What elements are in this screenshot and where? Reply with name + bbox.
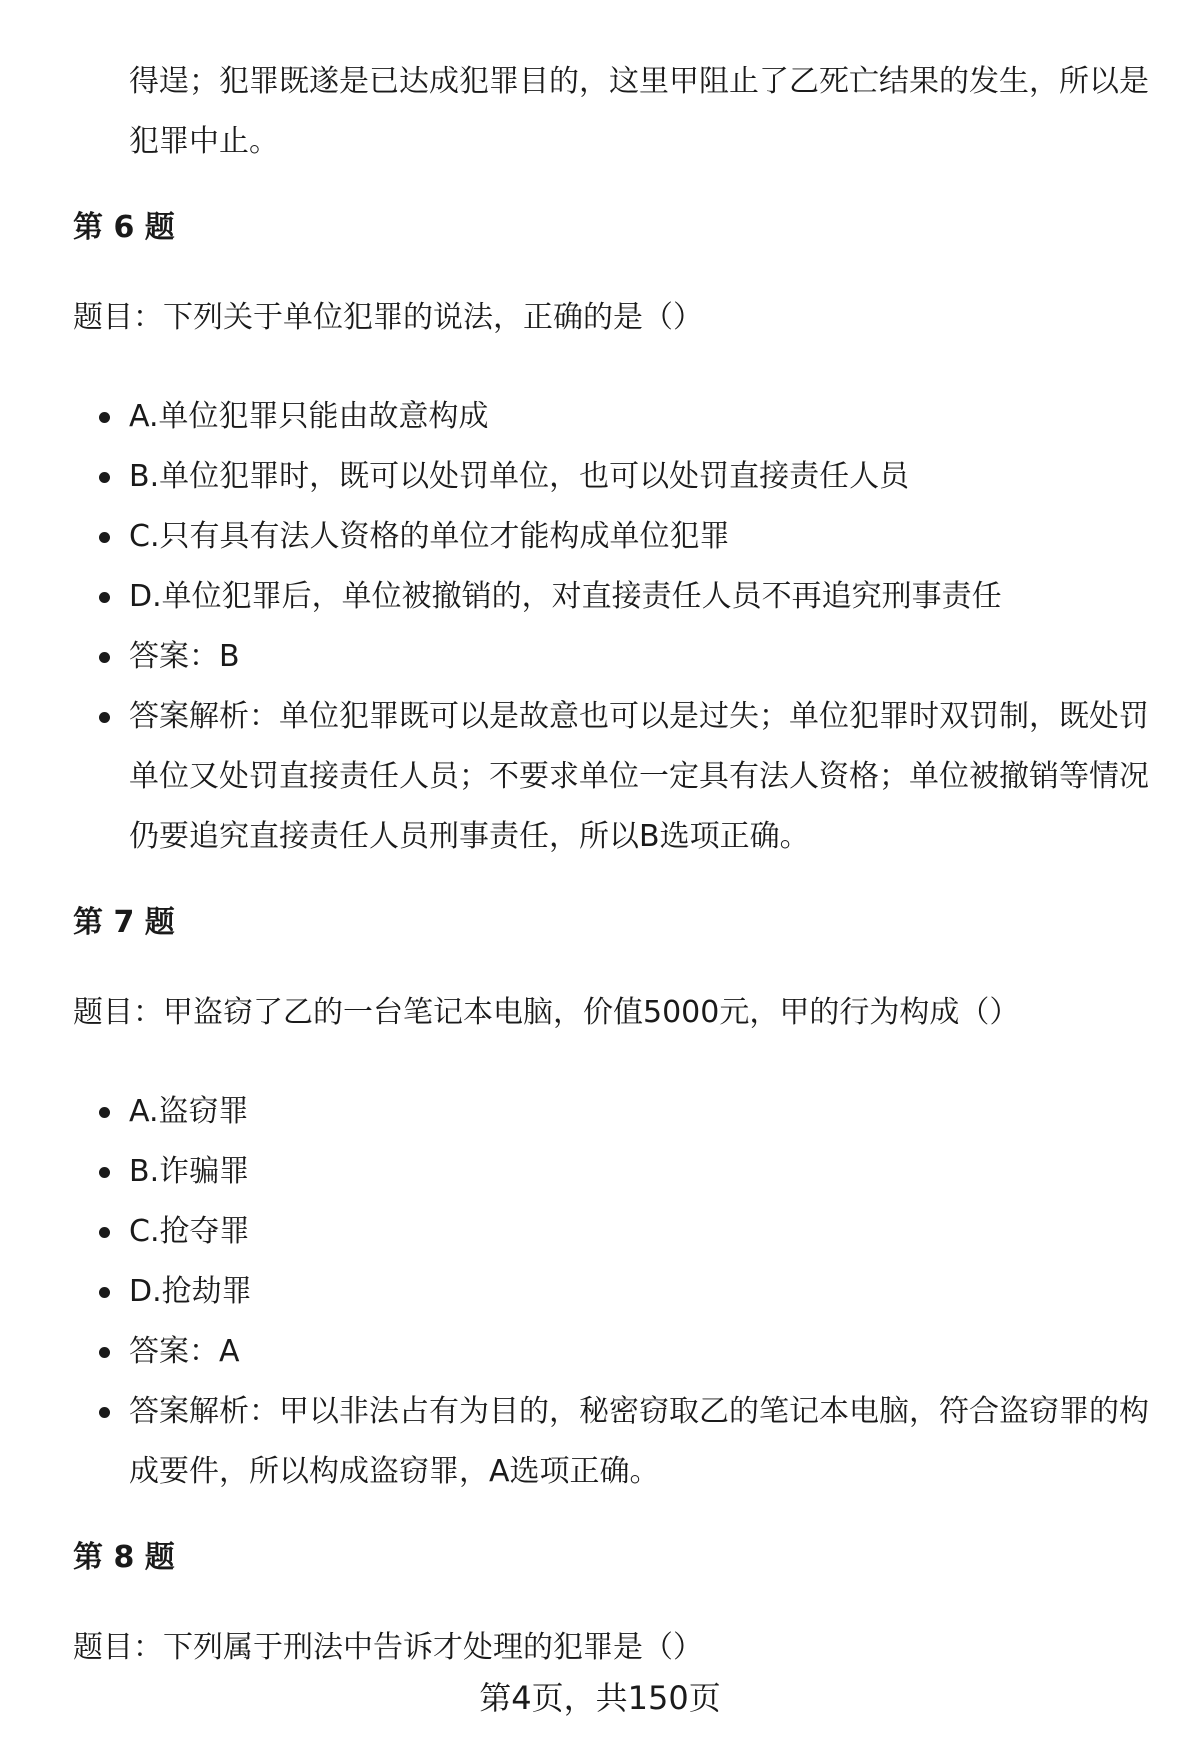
question-heading: 第 7 题 — [73, 905, 175, 940]
option-list — [73, 1082, 1153, 1502]
question-heading: 第 6 题 — [73, 210, 175, 245]
option-d: D.单位犯罪后，单位被撤销的，对直接责任人员不再追究刑事责任 — [73, 567, 1153, 627]
text-line: 答案解析：单位犯罪既可以是故意也可以是过失；单位犯罪时双罚制，既处罚 — [129, 699, 1149, 734]
text-line: 成要件，所以构成盗窃罪，A选项正确。 — [129, 1454, 660, 1489]
option-c: C.只有具有法人资格的单位才能构成单位犯罪 — [73, 507, 1153, 567]
option-b: B.单位犯罪时，既可以处罚单位，也可以处罚直接责任人员 — [73, 447, 1153, 507]
answer: 答案：B — [73, 627, 1153, 687]
page-content — [73, 52, 1153, 1668]
question-heading: 第 8 题 — [73, 1540, 175, 1575]
question-stem: 题目：下列属于刑法中告诉才处理的犯罪是（） — [73, 1630, 703, 1665]
question-7 — [73, 903, 1153, 1502]
answer: 答案：A — [73, 1322, 1153, 1382]
text-line: 仍要追究直接责任人员刑事责任，所以B选项正确。 — [129, 819, 810, 854]
option-a: A.盗窃罪 — [73, 1082, 1153, 1142]
text-line: 单位又处罚直接责任人员；不要求单位一定具有法人资格；单位被撤销等情况 — [129, 759, 1149, 794]
text-line: 犯罪中止。 — [129, 124, 279, 159]
answer-explanation — [73, 1382, 1153, 1502]
text-line: 得逞；犯罪既遂是已达成犯罪目的，这里甲阻止了乙死亡结果的发生，所以是 — [129, 64, 1149, 99]
option-c: C.抢夺罪 — [73, 1202, 1153, 1262]
question-6 — [73, 208, 1153, 867]
question-8 — [73, 1538, 1153, 1668]
question-stem: 题目：甲盗窃了乙的一台笔记本电脑，价值5000元，甲的行为构成（） — [73, 995, 1020, 1030]
option-b: B.诈骗罪 — [73, 1142, 1153, 1202]
option-d: D.抢劫罪 — [73, 1262, 1153, 1322]
answer-explanation — [73, 687, 1153, 867]
continued-explanation — [129, 52, 1153, 172]
question-stem: 题目：下列关于单位犯罪的说法，正确的是（） — [73, 300, 703, 335]
option-a: A.单位犯罪只能由故意构成 — [73, 387, 1153, 447]
text-line: 答案解析：甲以非法占有为目的，秘密窃取乙的笔记本电脑，符合盗窃罪的构 — [129, 1394, 1149, 1429]
option-list — [73, 387, 1153, 867]
page-number: 第4页，共150页 — [479, 1679, 721, 1717]
